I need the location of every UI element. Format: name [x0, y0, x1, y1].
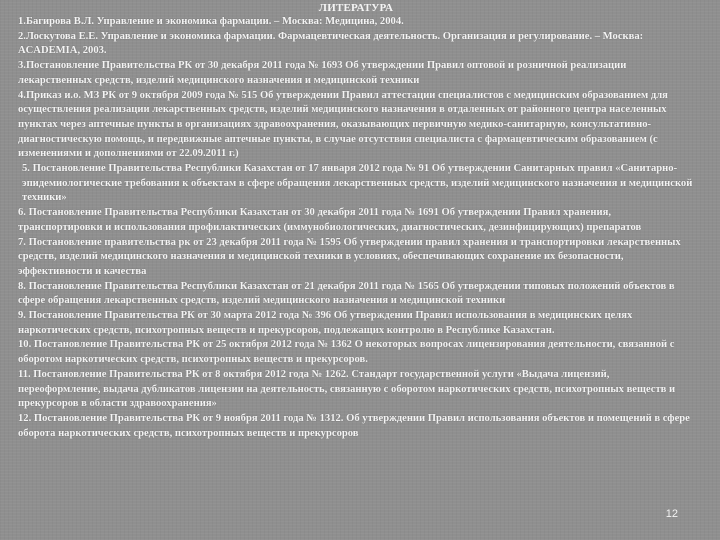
reference-item: 1.Багирова В.Л. Управление и экономика фармации. – Москва: Медицина, 2004.: [18, 16, 404, 27]
reference-item: 5. Постановление Правительства Республики Казахстан от 17 января 2012 года № 91 Об утверждении Санитарных правил «Санитарно-эпидемиологические требования к объектам в сфере обращения лекарственных средств, изделий медицинского назначения и медицинской техники»: [22, 163, 693, 204]
reference-list: [18, 15, 694, 441]
reference-item: 12. Постановление Правительства РК от 9 ноября 2011 года № 1312. Об утверждении Правил использования объектов и помещений в сфере оборота наркотических средств, психотропных веществ и прекурсоров: [18, 412, 690, 439]
page-number: 12: [665, 508, 678, 520]
reference-item: 3.Постановление Правительства РК от 30 декабря 2011 года № 1693 Об утверждении Правил оптовой и розничной реализации лекарственных средств, изделий медицинского назначения и медицинской техники: [18, 60, 627, 86]
reference-item: 2.Лоскутова Е.Е. Управление и экономика фармации. Фармацевтическая деятельность. Организация и регулирование. – Москва: ACADEMIA, 2003.: [18, 30, 644, 57]
reference-item: 7. Постановление правительства рк от 23 декабря 2011 года № 1595 Об утверждении правил хранения и транспортировки лекарственных средств, изделий медицинского назначения и медицинской техники в условиях, обеспечивающих сохранение их безопасности, эффективности и качества: [18, 236, 681, 277]
reference-item: 9. Постановление Правительства РК от 30 марта 2012 года № 396 Об утверждении Правил использования в медицинских целях наркотических средств, психотропных веществ и прекурсоров, подлежащих контролю в Республике Казахстан.: [18, 310, 633, 336]
reference-item: 8. Постановление Правительства Республики Казахстан от 21 декабря 2011 года № 1565 Об утверждении типовых положений объектов в сфере обращения лекарственных средств, изделий медицинского назначения и медицинской техники: [18, 280, 675, 307]
reference-item: 11. Постановление Правительства РК от 8 октября 2012 года № 1262. Стандарт государственной услуги «Выдача лицензий, переоформление, выдача дубликатов лицензии на деятельность, связанную с оборотом наркотических средств, психотропных веществ и прекурсоров в области здравоохранения»: [18, 368, 676, 410]
slide-title: ЛИТЕРАТУРА: [318, 2, 394, 14]
reference-item: 6. Постановление Правительства Республики Казахстан от 30 декабря 2011 года № 1691 Об утверждении Правил хранения, транспортировки и использования профилактических (иммунобиологических, диагностических, дезинфицирующих) препаратов: [18, 207, 642, 233]
reference-item: 10. Постановление Правительства РК от 25 октября 2012 года № 1362 О некоторых вопросах лицензирования деятельности, связанной с оборотом наркотических средств, психотропных веществ и прекурсоров.: [18, 339, 675, 366]
reference-item: 4.Приказ и.о. МЗ РК от 9 октября 2009 года № 515 Об утверждении Правил аттестации специалистов с медицинским образованием для осуществления реализации лекарственных средств, изделий медицинского назначения в отдаленных от районного центра населенных пунктах через аптечные пункты в организациях здравоохранения, оказывающих первичную медико-санитарную, консультативно-диагностическую помощь, и передвижные аптечные пункты, в случае отсутствия специалиста с фармацевтическим образованием (с изменениями и дополнениями от 22.09.2011 г.): [18, 89, 668, 160]
